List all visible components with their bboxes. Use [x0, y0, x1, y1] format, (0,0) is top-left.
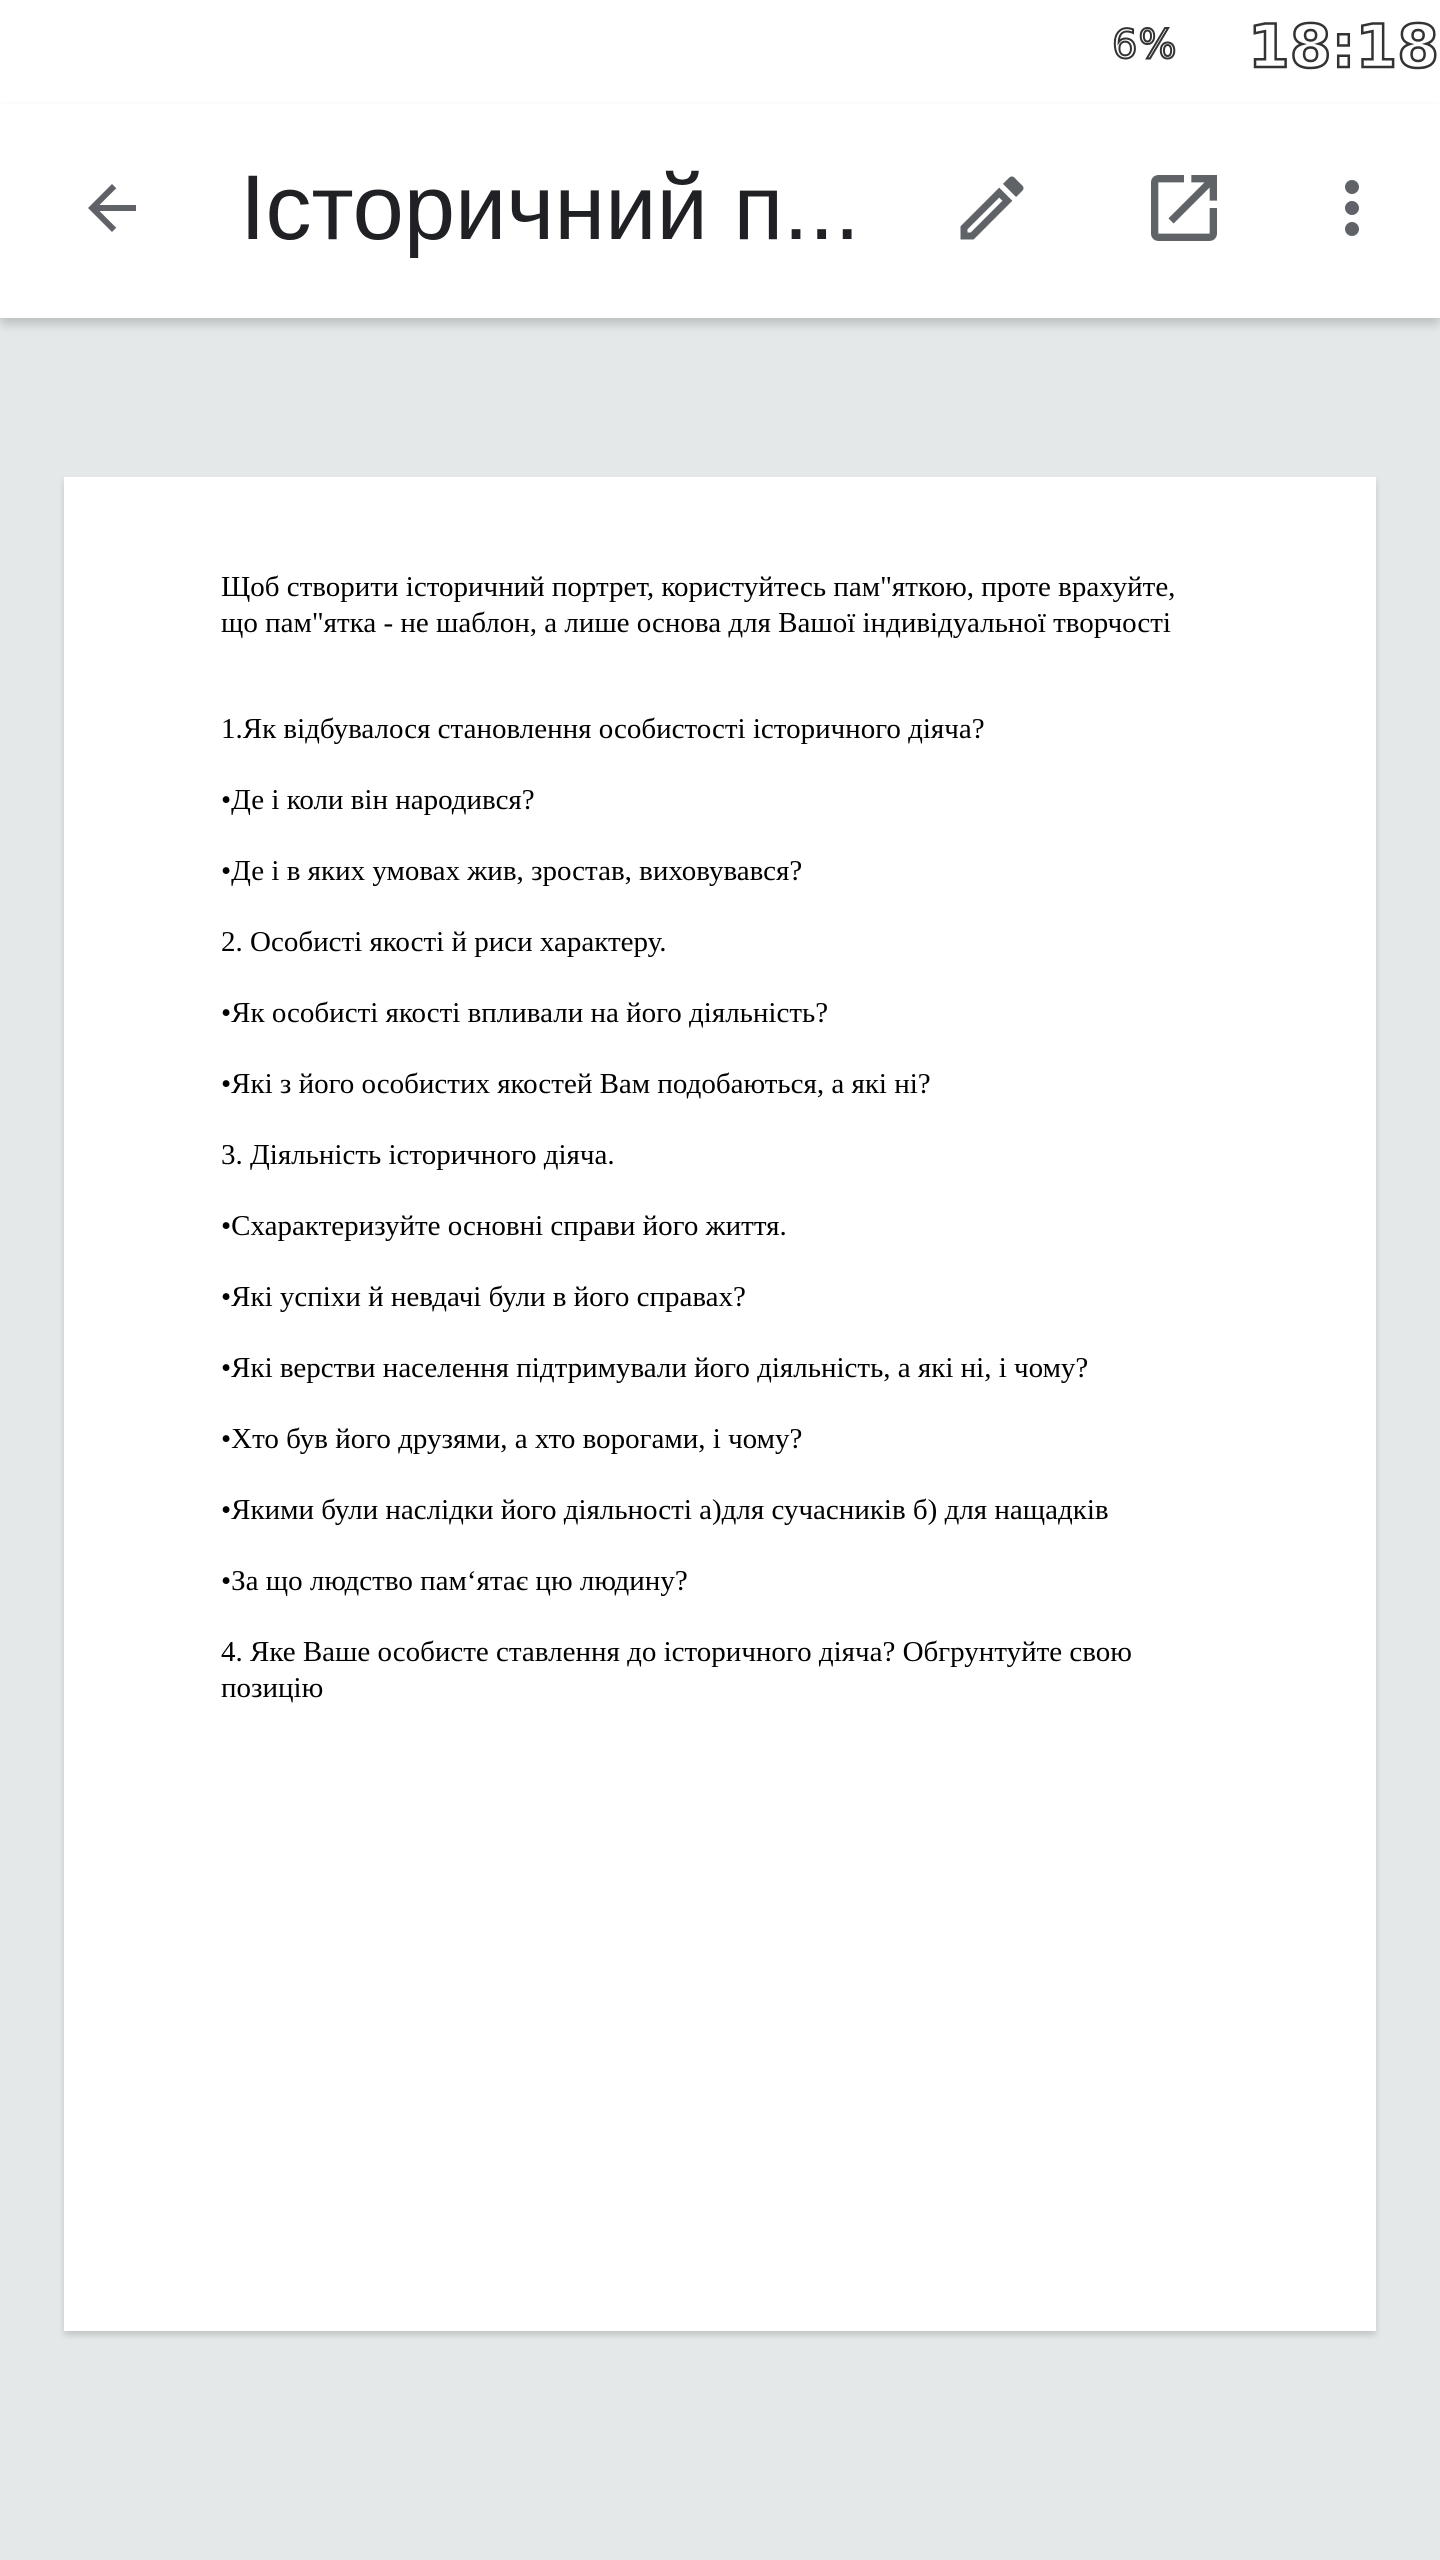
- list-item: •Якими були наслідки його діяльності а)для сучасників б) для нащадків: [221, 1494, 1109, 1526]
- list-item: •Які успіхи й невдачі були в його справах?: [221, 1281, 746, 1313]
- clock: 18:18: [1248, 12, 1439, 82]
- list-item: •За що людство пам‘ятає цю людину?: [221, 1565, 688, 1597]
- list-item: •Як особисті якості впливали на його діяльність?: [221, 997, 829, 1029]
- app-bar: [0, 104, 1440, 318]
- list-item: •Хто був його друзями, а хто ворогами, і чому?: [221, 1423, 803, 1455]
- more-vert-icon: [1310, 166, 1394, 250]
- arrow-back-icon: [76, 172, 148, 244]
- list-item: •Де і в яких умовах жив, зростав, виховувався?: [221, 855, 803, 887]
- list-item: •Які з його особистих якостей Вам подобаються, а які ні?: [221, 1068, 931, 1100]
- final-line-2: позицію: [221, 1672, 324, 1704]
- status-bar: [0, 0, 1440, 104]
- document-page[interactable]: [64, 477, 1376, 2331]
- list-item: 3. Діяльність історичного діяча.: [221, 1139, 615, 1171]
- intro-paragraph: [221, 569, 1281, 641]
- pencil-icon: [950, 166, 1034, 250]
- list-item: 1.Як відбувалося становлення особистості історичного діяча?: [221, 713, 985, 745]
- edit-button[interactable]: [940, 156, 1044, 260]
- back-button[interactable]: [60, 156, 164, 260]
- battery-level: 6%: [1112, 22, 1178, 68]
- document-title: Історичний п...: [240, 157, 860, 259]
- intro-line-2: що пам"ятка - не шаблон, а лише основа для Вашої індивідуальної творчості: [221, 607, 1171, 639]
- final-paragraph: [221, 1634, 1281, 1706]
- list-item: •Які верстви населення підтримували його діяльність, а які ні, і чому?: [221, 1352, 1089, 1384]
- more-options-button[interactable]: [1300, 156, 1404, 260]
- final-line-1: 4. Яке Ваше особисте ставлення до історичного діяча? Обгрунтуйте свою: [221, 1636, 1132, 1668]
- list-item: •Схарактеризуйте основні справи його життя.: [221, 1210, 787, 1242]
- list-item: 2. Особисті якості й риси характеру.: [221, 926, 667, 958]
- list-item: •Де і коли він народився?: [221, 784, 535, 816]
- intro-line-1: Щоб створити історичний портрет, користуйтесь пам"яткою, проте врахуйте,: [221, 571, 1176, 603]
- open-external-button[interactable]: [1132, 156, 1236, 260]
- document-body: [221, 569, 1281, 1706]
- open-external-icon: [1140, 164, 1228, 252]
